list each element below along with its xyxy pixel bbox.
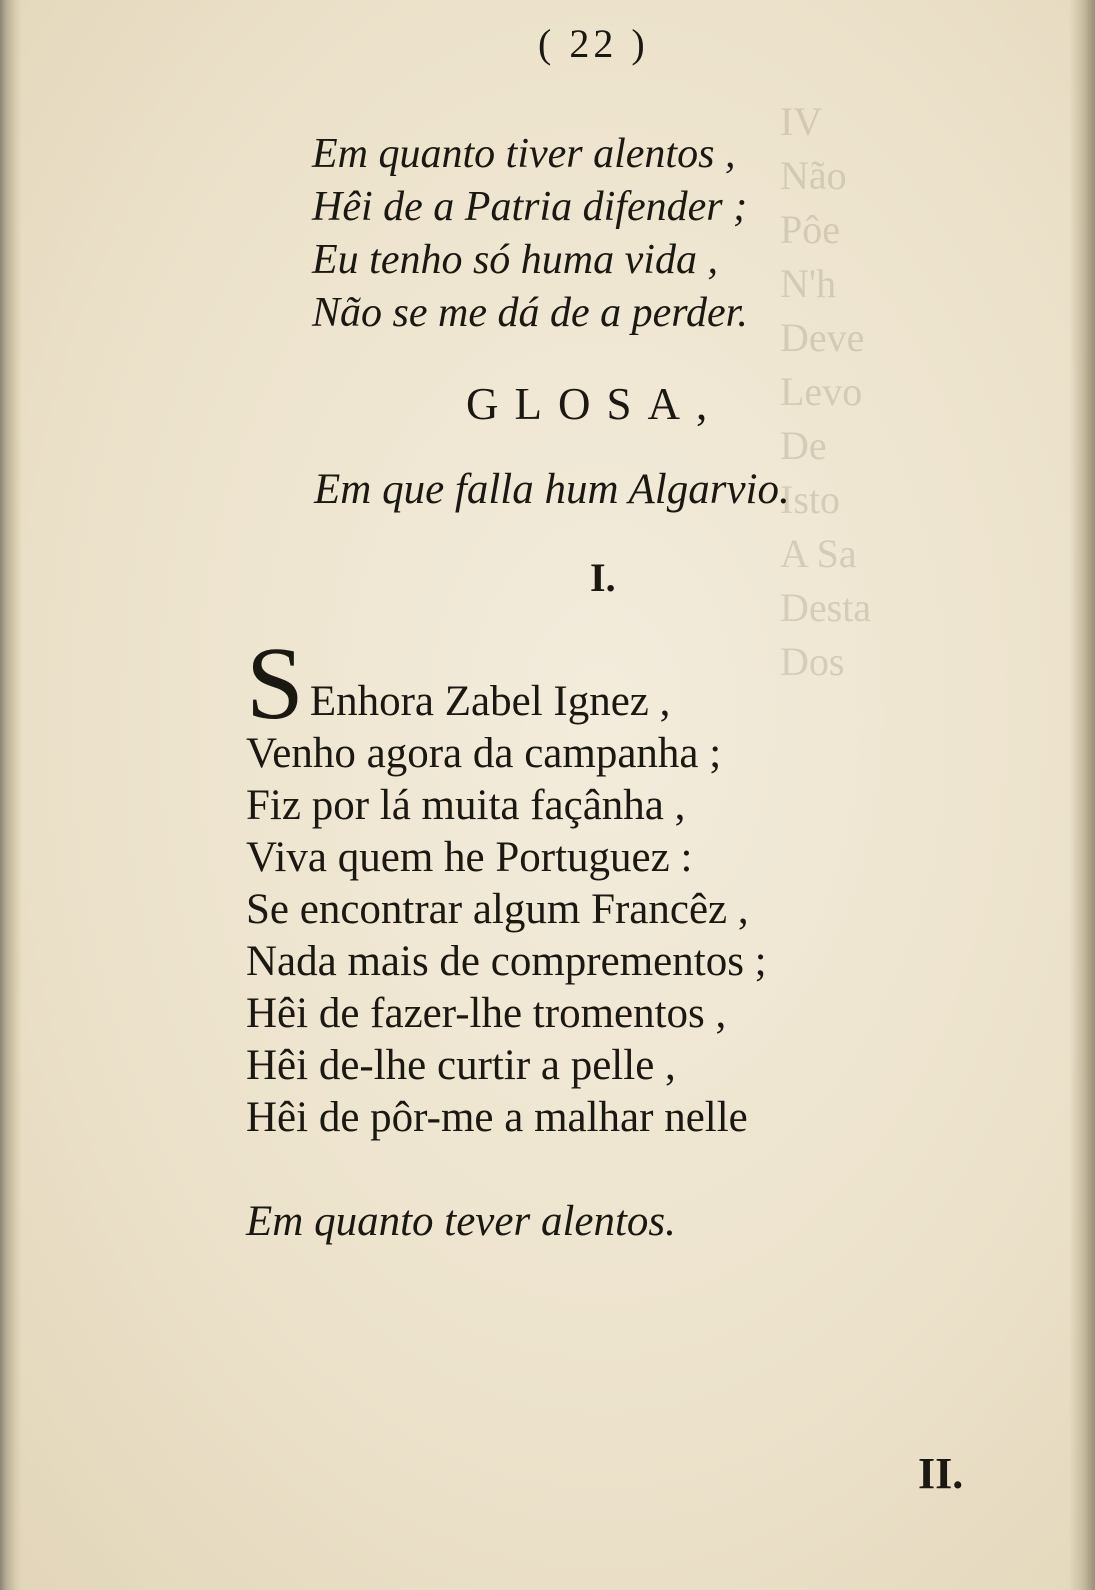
stanza-line: Viva quem he Portuguez : bbox=[246, 834, 693, 881]
stanza-line: Hêi de fazer-lhe tromentos , bbox=[246, 990, 727, 1037]
stanza-line: Fiz por lá muita façânha , bbox=[246, 782, 686, 829]
page-binding-shadow bbox=[0, 0, 22, 1590]
bleed-through-text: IV Não Pôe N'h Deve Levo De Isto A Sa Desta Dos bbox=[780, 99, 872, 684]
section-subheading: Em que falla hum Algarvio. bbox=[314, 466, 790, 513]
page-number: ( 22 ) bbox=[538, 21, 649, 66]
stanza-number: I. bbox=[590, 555, 616, 600]
stanza-line: Nada mais de comprementos ; bbox=[246, 938, 767, 985]
stanza-line bbox=[246, 1144, 906, 1196]
section-heading: GLOSA, bbox=[466, 379, 724, 429]
drop-cap-letter: S bbox=[246, 626, 304, 741]
stanza-line: Hêi de pôr-me a malhar nelle bbox=[246, 1094, 748, 1141]
stanza-line: Se encontrar algum Francêz , bbox=[246, 886, 749, 933]
stanza-line: Enhora Zabel Ignez , bbox=[309, 678, 671, 725]
stanza-line: Venho agora da campanha ; bbox=[246, 730, 722, 777]
stanza-block bbox=[246, 626, 906, 1248]
catchword: II. bbox=[918, 1449, 964, 1498]
stanza-line: Hêi de-lhe curtir a pelle , bbox=[246, 1042, 676, 1089]
epigraph-line: Eu tenho só huma vida , bbox=[312, 237, 718, 283]
page-edge-shadow bbox=[1069, 0, 1095, 1590]
epigraph-line: Não se me dá de a perder. bbox=[312, 290, 748, 336]
stanza-closing-line: Em quanto tever alentos. bbox=[246, 1198, 676, 1245]
epigraph-quatrain bbox=[312, 128, 872, 340]
epigraph-line: Em quanto tiver alentos , bbox=[312, 131, 736, 177]
epigraph-line: Hêi de a Patria difender ; bbox=[312, 184, 748, 230]
